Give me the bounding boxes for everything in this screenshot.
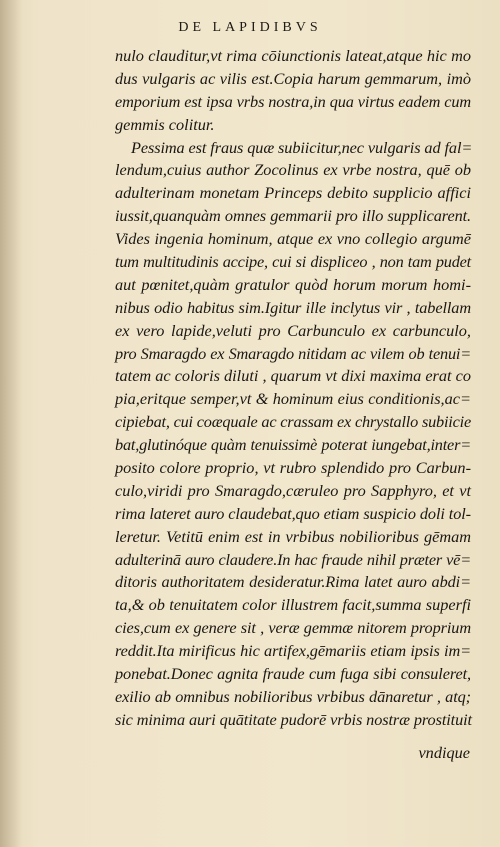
text-line: cies,cum ex genere sit , veræ gemmæ nitorem proprium [115, 618, 471, 638]
text-line: bat,glutinóque quàm tenuissimè poterat iungebat,inter= [115, 435, 471, 455]
text-line: aut pœnitet,quàm gratulor quòd horum morum homi- [115, 274, 471, 294]
text-line: ponebat.Donec agnita fraude cum fuga sibi consuleret, [115, 664, 471, 684]
gutter-shadow [0, 0, 22, 847]
text-line: lendum,cuius author Zocolinus ex vrbe nostra, quē ob [115, 160, 471, 180]
text-line: leretur. Vetitū enim est in vrbibus nobilioribus gēmam [115, 526, 471, 546]
paragraph-2 [115, 137, 471, 732]
text-line: adulterinā auro claudere.In hac fraude nihil præter vē= [115, 549, 471, 569]
paragraph-1 [115, 45, 471, 137]
text-line: ditoris authoritatem desideratur.Rima latet auro abdi= [115, 572, 471, 592]
catchword: vndique [418, 743, 470, 762]
text-line: ta,& ob tenuitatem color illustrem facit,summa superfi [115, 595, 471, 615]
text-line: tatem ac coloris diluti , quarum vt dixi maxima erat co [115, 366, 471, 386]
text-line: reddit.Ita mirificus hic artifex,gēmariis etiam ipsis im= [115, 641, 471, 661]
text-line: pia,eritque semper,vt & hominum eius conditionis,ac= [115, 389, 471, 409]
text-line: adulterinam monetam Princeps debito supplicio affici [115, 183, 471, 203]
text-line: posito colore proprio, vt rubro splendido pro Carbun- [115, 458, 471, 478]
text-line: sic minima auri quātitate pudorē vrbis nostræ prostituit [115, 709, 472, 729]
text-line: Vides ingenia hominum, atque ex vno collegio argumē [115, 229, 471, 249]
text-line: exilio ab omnibus nobilioribus vrbibus dānaretur , atq; [115, 686, 471, 706]
text-line: iussit,quanquàm omnes gemmarii pro illo supplicarent. [115, 206, 471, 226]
text-line: rima lateret auro claudebat,quo etiam suspicio doli tol- [115, 503, 471, 523]
running-head: DE LAPIDIBVS [178, 20, 322, 35]
text-line: dus vulgaris ac vilis est.Copia harum gemmarum, imò [115, 68, 471, 88]
text-line: tum multitudinis accipe, cui si displiceo , non tam pudet [115, 252, 471, 272]
text-line: ex vero lapide,veluti pro Carbunculo ex carbunculo, [115, 320, 471, 340]
text-line: emporium est ipsa vrbs nostra,in qua virtus eadem cum [115, 91, 472, 111]
text-line: pro Smaragdo ex Smaragdo nitidam ac vilem ob tenui= [115, 343, 471, 363]
text-line: gemmis colitur. [115, 114, 215, 134]
text-line: nulo clauditur,vt rima cōiunctionis lateat,atque hic mo [115, 46, 471, 65]
text-line: culo,viridi pro Smaragdo,cæruleo pro Sapphyro, et vt [115, 480, 471, 500]
text-line: Pessima est fraus quæ subiicitur,nec vulgaris ad fal= [131, 137, 473, 157]
body-text [115, 45, 471, 732]
text-line: cipiebat, cui coæquale ac crassam ex chrystallo subiicie [115, 412, 471, 432]
text-line: nibus odio habitus sim.Igitur ille inclytus vir , tabellam [115, 297, 471, 317]
